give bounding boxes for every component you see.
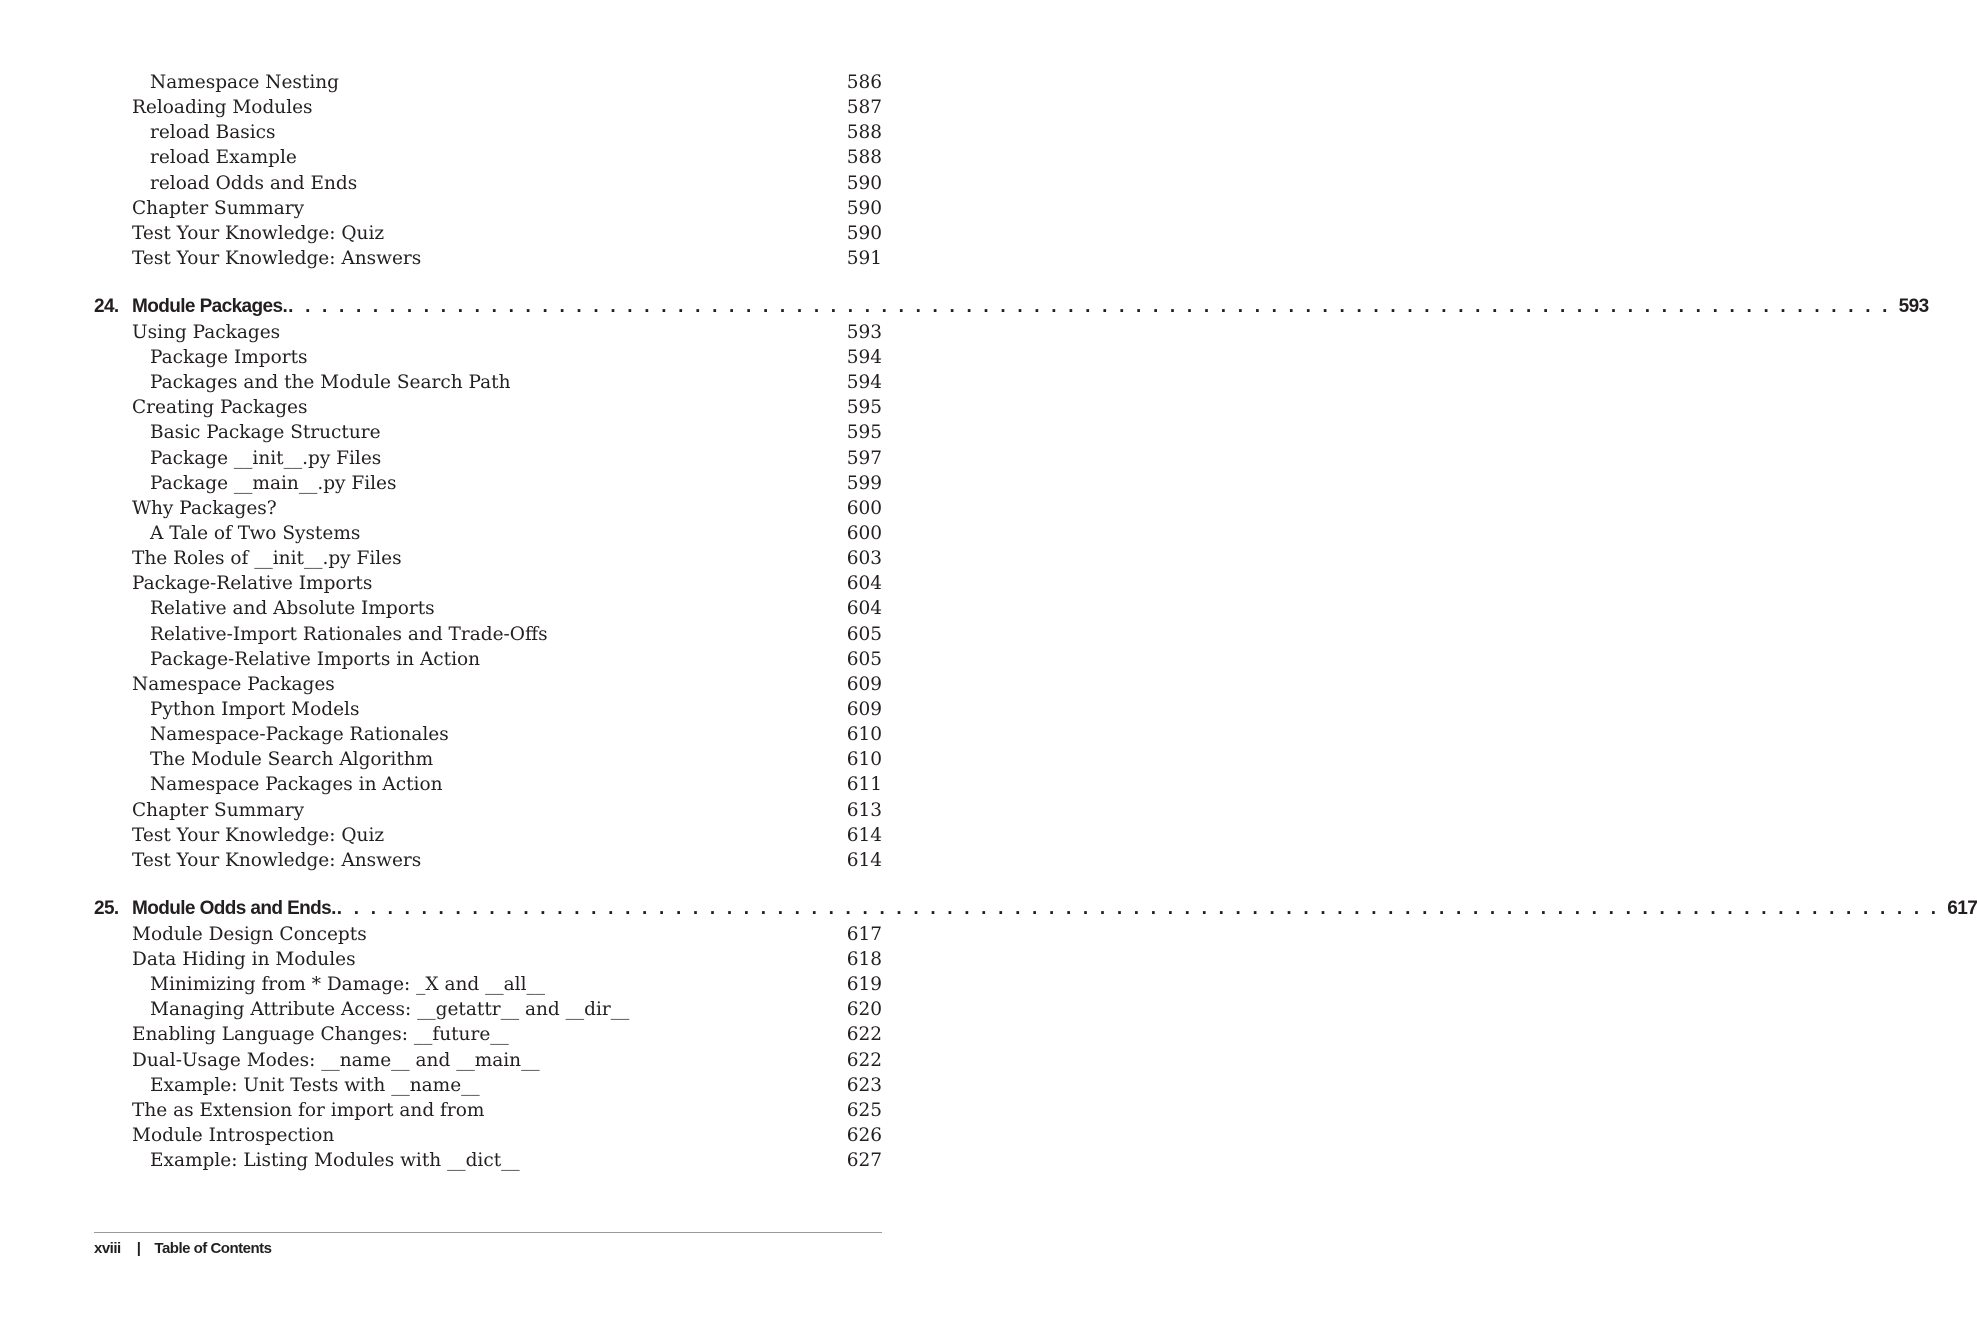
toc-entry[interactable] [94, 1098, 882, 1123]
toc-subentry[interactable] [94, 420, 882, 445]
entry-page-number: 620 [846, 999, 882, 1021]
entry-title: Package __init__.py Files [150, 447, 382, 469]
entry-page-number: 590 [846, 222, 882, 244]
entry-title: Managing Attribute Access: __getattr__ and __dir__ [150, 999, 630, 1021]
entry-title: Dual-Usage Modes: __name__ and __main__ [132, 1049, 540, 1071]
entry-title: Enabling Language Changes: __future__ [132, 1024, 509, 1046]
toc-subentry[interactable] [94, 370, 882, 395]
entry-page-number: 594 [846, 347, 882, 369]
entry-page-number: 604 [846, 573, 882, 595]
table-of-contents [94, 70, 1977, 1173]
entry-page-number: 619 [846, 974, 882, 996]
toc-entry[interactable] [94, 823, 882, 848]
page-footer [94, 1239, 271, 1259]
toc-subentry[interactable] [94, 647, 882, 672]
entry-title: Example: Listing Modules with __dict__ [150, 1150, 520, 1172]
dot-leader: . . . . . . . . . . . . . . . . . . . . . . . . . . . . . . . . . . . . . . . . . . . . . . . . . . . . . . . . . . . . . . . . . . . . . . . . . . . . . . . . . . . . . . . . . . . . . . . [336, 897, 1940, 919]
toc-entry[interactable] [94, 196, 882, 221]
entry-title: Relative-Import Rationales and Trade-Offs [150, 623, 548, 645]
entry-title: reload Basics [150, 122, 276, 144]
toc-subentry[interactable] [94, 471, 882, 496]
entry-title: Namespace-Package Rationales [150, 724, 449, 746]
entry-page-number: 623 [846, 1074, 882, 1096]
chapter-page-number: 617 [1947, 897, 1977, 919]
entry-title: Chapter Summary [132, 799, 305, 821]
entry-page-number: 588 [846, 147, 882, 169]
footer-section-title: Table of Contents [154, 1240, 272, 1257]
entry-title: Using Packages [132, 321, 281, 343]
entry-page-number: 609 [846, 673, 882, 695]
entry-title: Reloading Modules [132, 97, 313, 119]
entry-page-number: 595 [846, 422, 882, 444]
toc-subentry[interactable] [94, 521, 882, 546]
toc-entry[interactable] [94, 1022, 882, 1047]
footer-rule [94, 1232, 882, 1233]
toc-subentry[interactable] [94, 972, 882, 997]
entry-page-number: 600 [846, 523, 882, 545]
entry-page-number: 597 [846, 447, 882, 469]
entry-title: The as Extension for import and from [132, 1099, 485, 1121]
entry-title: Package-Relative Imports [132, 573, 373, 595]
entry-page-number: 627 [846, 1150, 882, 1172]
toc-subentry[interactable] [94, 446, 882, 471]
entry-page-number: 611 [846, 774, 882, 796]
chapter-number: 25. [94, 897, 119, 919]
toc-subentry[interactable] [94, 70, 882, 95]
toc-entry[interactable] [94, 246, 882, 271]
entry-title: Module Introspection [132, 1124, 335, 1146]
toc-subentry[interactable] [94, 120, 882, 145]
entry-title: reload Odds and Ends [150, 172, 358, 194]
entry-page-number: 586 [846, 72, 882, 93]
chapter-page-number: 593 [1898, 295, 1929, 317]
toc-subentry[interactable] [94, 345, 882, 370]
toc-entry[interactable] [94, 672, 882, 697]
toc-subentry[interactable] [94, 772, 882, 797]
entry-page-number: 614 [846, 849, 882, 871]
entry-page-number: 618 [846, 948, 882, 970]
chapter-heading-24[interactable] [94, 294, 1929, 320]
entry-title: Relative and Absolute Imports [150, 598, 435, 620]
entry-title: Why Packages? [132, 497, 277, 519]
toc-subentry[interactable] [94, 596, 882, 621]
entry-page-number: 587 [846, 97, 882, 119]
toc-subentry[interactable] [94, 997, 882, 1022]
entry-page-number: 604 [846, 598, 882, 620]
entry-title: Basic Package Structure [150, 422, 381, 444]
toc-subentry[interactable] [94, 171, 882, 196]
toc-subentry[interactable] [94, 722, 882, 747]
dot-leader: . . . . . . . . . . . . . . . . . . . . . . . . . . . . . . . . . . . . . . . . . . . . . . . . . . . . . . . . . . . . . . . . . . . . . . . . . . . . . . . . . . . . . . . . . . . . . . . [288, 295, 1891, 317]
toc-entry[interactable] [94, 395, 882, 420]
entry-title: Test Your Knowledge: Answers [132, 849, 422, 871]
entry-page-number: 594 [846, 372, 882, 394]
entry-page-number: 622 [846, 1024, 882, 1046]
footer-separator: | [136, 1240, 141, 1257]
entry-page-number: 625 [846, 1099, 882, 1121]
entry-page-number: 605 [846, 623, 882, 645]
entry-title: The Roles of __init__.py Files [132, 548, 402, 570]
entry-page-number: 593 [846, 321, 882, 343]
entry-page-number: 590 [846, 172, 882, 194]
entry-title: Test Your Knowledge: Quiz [132, 222, 385, 244]
entry-page-number: 603 [846, 548, 882, 570]
entry-title: Namespace Nesting [150, 72, 340, 93]
entry-title: Namespace Packages [132, 673, 335, 695]
entry-page-number: 591 [846, 247, 882, 269]
entry-page-number: 626 [846, 1124, 882, 1146]
toc-entry[interactable] [94, 798, 882, 823]
toc-entry[interactable] [94, 922, 882, 947]
toc-entry[interactable] [94, 848, 882, 873]
toc-entry[interactable] [94, 1123, 882, 1148]
toc-subentry[interactable] [94, 145, 882, 170]
toc-subentry[interactable] [94, 697, 882, 722]
entry-page-number: 610 [846, 724, 882, 746]
entry-title: Creating Packages [132, 397, 308, 419]
entry-title: The Module Search Algorithm [150, 749, 434, 771]
entry-title: reload Example [150, 147, 297, 169]
entry-page-number: 595 [846, 397, 882, 419]
entry-title: Data Hiding in Modules [132, 948, 356, 970]
toc-entry[interactable] [94, 320, 882, 345]
entry-page-number: 613 [846, 799, 882, 821]
entry-page-number: 617 [846, 923, 882, 945]
entry-title: Test Your Knowledge: Answers [132, 247, 422, 269]
entry-page-number: 590 [846, 197, 882, 219]
entry-title: Chapter Summary [132, 197, 305, 219]
entry-title: Example: Unit Tests with __name__ [150, 1074, 480, 1096]
entry-page-number: 605 [846, 648, 882, 670]
chapter-number: 24. [94, 295, 119, 317]
entry-title: Minimizing from * Damage: _X and __all__ [150, 974, 546, 996]
toc-entry[interactable] [94, 221, 882, 246]
entry-title: Packages and the Module Search Path [150, 372, 511, 394]
spacer [94, 271, 882, 294]
chapter-24-entries [94, 320, 882, 873]
toc-entry[interactable] [94, 95, 882, 120]
toc-subentry[interactable] [94, 1073, 882, 1098]
entry-title: Namespace Packages in Action [150, 774, 443, 796]
toc-entry[interactable] [94, 947, 882, 972]
entry-page-number: 610 [846, 749, 882, 771]
entry-title: Package __main__.py Files [150, 472, 397, 494]
entry-title: Python Import Models [150, 699, 360, 721]
toc-entry[interactable] [94, 546, 882, 571]
toc-subentry[interactable] [94, 747, 882, 772]
entry-page-number: 588 [846, 122, 882, 144]
entry-title: Package-Relative Imports in Action [150, 648, 481, 670]
entry-page-number: 600 [846, 497, 882, 519]
toc-entry[interactable] [94, 1048, 882, 1073]
toc-subentry[interactable] [94, 1148, 882, 1173]
entry-page-number: 614 [846, 824, 882, 846]
entry-title: Package Imports [150, 347, 308, 369]
toc-subentry[interactable] [94, 622, 882, 647]
entry-title: Test Your Knowledge: Quiz [132, 824, 385, 846]
chapter-25-entries [94, 922, 882, 1173]
entry-page-number: 622 [846, 1049, 882, 1071]
entry-title: Module Design Concepts [132, 923, 367, 945]
toc-entry[interactable] [94, 496, 882, 521]
chapter-title: Module Packages. [132, 295, 288, 317]
toc-entry[interactable] [94, 571, 882, 596]
spacer [94, 873, 882, 896]
entry-title: A Tale of Two Systems [150, 523, 361, 545]
entry-page-number: 599 [846, 472, 882, 494]
toc-section-continued [94, 70, 882, 271]
chapter-heading-25[interactable] [94, 896, 1977, 922]
footer-page-number: xviii [94, 1240, 121, 1257]
entry-page-number: 609 [846, 699, 882, 721]
chapter-title: Module Odds and Ends. [132, 897, 336, 919]
